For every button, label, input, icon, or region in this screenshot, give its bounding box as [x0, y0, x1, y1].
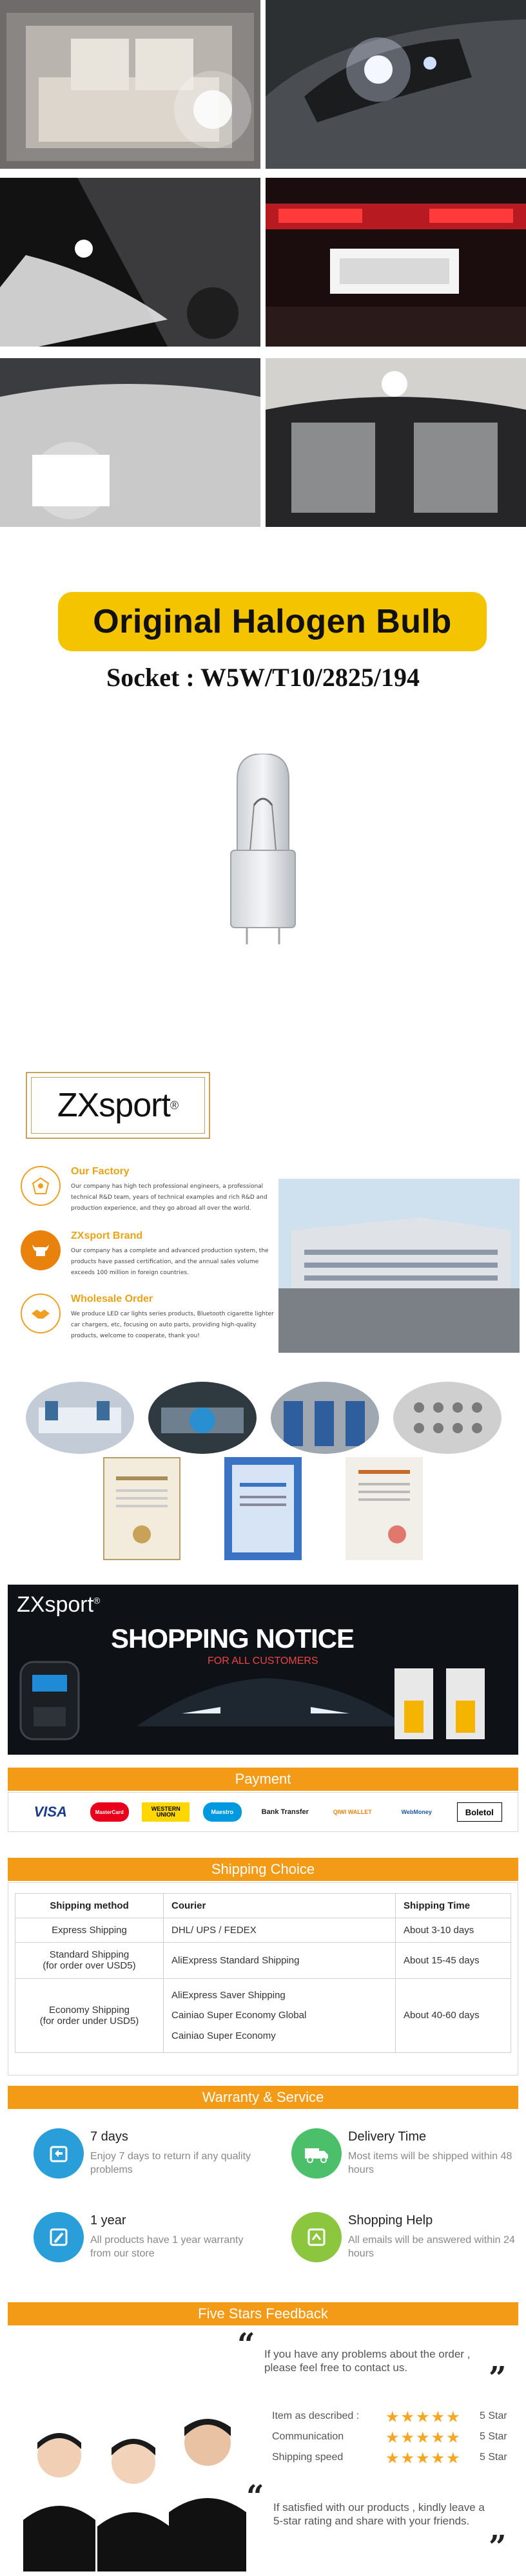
warranty-item-delivery — [291, 2123, 523, 2188]
warranty-title: Shopping Help — [348, 2213, 433, 2228]
handshake-icon — [21, 1293, 61, 1333]
photo-door-light — [0, 178, 260, 347]
factory-photo-workshop — [148, 1382, 257, 1454]
banner-logo — [17, 1592, 100, 1617]
brand-logo — [26, 1072, 210, 1139]
column-header: Shipping Time — [396, 1894, 511, 1918]
feedback-header: Five Stars Feedback — [8, 2302, 518, 2325]
shipping-table — [15, 1893, 511, 2053]
photo-interior-light — [266, 358, 526, 527]
shipping-panel — [8, 1882, 518, 2075]
shipping-courier: AliExpress Standard Shipping — [164, 1943, 396, 1979]
warranty-panel — [8, 2110, 518, 2291]
warranty-item-help — [291, 2207, 523, 2271]
table-row — [15, 1978, 511, 2053]
rating-label: Communication — [272, 2431, 344, 2442]
western-union-logo: WESTERN UNION — [142, 1802, 190, 1822]
warranty-title: 1 year — [90, 2213, 126, 2228]
banner-logo-text: ZXsport — [17, 1592, 94, 1617]
shipping-courier-list — [164, 1978, 396, 2053]
shipping-courier: Cainiao Super Economy Global — [171, 2010, 307, 2021]
shipping-method: Economy Shipping (for order under USD5) — [15, 1978, 164, 2053]
photo-trunk-light — [0, 0, 260, 169]
about-title: Our Factory — [71, 1166, 130, 1177]
warranty-item-year — [34, 2207, 266, 2271]
about-wholesale — [21, 1293, 274, 1351]
qiwi-logo: QIWI WALLET — [333, 1809, 372, 1815]
rating-value: 5 Star — [480, 2410, 507, 2421]
socket-spec: Socket : W5W/T10/2825/194 — [106, 663, 420, 692]
factory-photo-lab — [26, 1382, 134, 1454]
rating-value: 5 Star — [480, 2431, 507, 2442]
warranty-item-return — [34, 2123, 266, 2188]
boleto-logo: Boletol — [457, 1802, 502, 1822]
column-header: Shipping method — [15, 1894, 164, 1918]
payment-header: Payment — [8, 1768, 518, 1791]
warranty-header: Warranty & Service — [8, 2086, 518, 2109]
payment-panel — [8, 1792, 518, 1832]
about-body: We produce LED car lights series products, Bluetooth cigarette lighter car chargers, etc, focusing on auto parts, providing high-quality products, welcome to cooperate, thank you! — [71, 1311, 274, 1340]
warranty-title: Delivery Time — [348, 2130, 427, 2144]
photo-plate-light — [0, 358, 260, 527]
feedback-quote-bottom: If satisfied with our products , kindly leave a 5-star rating and share with your friends. — [273, 2501, 485, 2528]
photo-headlight — [266, 0, 526, 169]
factory-photo-warehouse — [271, 1382, 379, 1454]
about-factory — [21, 1166, 266, 1224]
shipping-method: Standard Shipping (for order over USD5) — [15, 1943, 164, 1979]
shipping-time: About 15-45 days — [396, 1943, 511, 1979]
certificate-compliance — [103, 1457, 180, 1560]
quote-close-icon: ” — [489, 2529, 507, 2565]
halogen-bulb-image — [211, 754, 315, 947]
bank-transfer-logo: Bank Transfer — [261, 1808, 309, 1816]
rating-row — [272, 2449, 511, 2467]
banner-subtitle: FOR ALL CUSTOMERS — [208, 1655, 318, 1666]
shipping-method: Express Shipping — [15, 1918, 164, 1943]
five-stars-icon: ★★★★★ — [385, 2429, 462, 2447]
five-stars-icon: ★★★★★ — [385, 2450, 462, 2467]
warranty-body: Enjoy 7 days to return if any quality problems — [90, 2151, 251, 2175]
rating-row — [272, 2428, 511, 2447]
shipping-courier: DHL/ UPS / FEDEX — [164, 1918, 396, 1943]
factory-photo-leds — [393, 1382, 502, 1454]
about-body: Our company has high tech professional engineers, a professional technical R&D team, years of technical examples and rich R&D and production experience, and they go abroad all over the world. — [71, 1183, 268, 1212]
shopping-notice-banner — [8, 1585, 518, 1755]
rating-label: Item as described : — [272, 2410, 360, 2421]
factory-building-image — [278, 1179, 520, 1353]
webmoney-logo: WebMoney — [401, 1809, 432, 1815]
certificate-test-report — [346, 1457, 423, 1560]
quote-close-icon: ” — [489, 2360, 507, 2396]
warranty-body: All products have 1 year warranty from our store — [90, 2235, 244, 2259]
quote-open-icon: “ — [237, 2327, 255, 2363]
maestro-logo: Maestro — [203, 1802, 242, 1822]
banner-title: SHOPPING NOTICE — [111, 1623, 355, 1654]
table-header-row — [15, 1894, 511, 1918]
customer-service-team-image — [14, 2365, 253, 2571]
banner-logo-mark: ® — [93, 1595, 101, 1606]
bull-icon — [21, 1230, 61, 1270]
column-header: Courier — [164, 1894, 396, 1918]
shipping-time: About 40-60 days — [396, 1978, 511, 2053]
rating-label: Shipping speed — [272, 2452, 344, 2463]
warranty-title: 7 days — [90, 2130, 128, 2144]
table-row — [15, 1918, 511, 1943]
about-brand — [21, 1230, 269, 1288]
certificate-ce — [224, 1457, 302, 1560]
feedback-quote-top: If you have any problems about the order , please feel free to contact us. — [264, 2348, 471, 2374]
delivery-truck-icon — [291, 2128, 342, 2179]
shipping-header: Shipping Choice — [8, 1858, 518, 1881]
logo-text: ZXsport — [57, 1087, 170, 1124]
help-icon — [291, 2212, 342, 2262]
logo-registered-mark: ® — [170, 1098, 179, 1112]
mastercard-logo: MasterCard — [90, 1802, 129, 1822]
payment-methods — [8, 1793, 518, 1831]
photo-license-light — [266, 178, 526, 347]
about-title: Wholesale Order — [71, 1293, 153, 1304]
visa-logo: VISA — [34, 1804, 67, 1820]
return-icon — [34, 2128, 84, 2179]
shipping-courier: Cainiao Super Economy — [171, 2030, 276, 2041]
warranty-body: Most items will be shipped within 48 hours — [348, 2151, 512, 2175]
rating-value: 5 Star — [480, 2452, 507, 2463]
feedback-panel — [8, 2327, 518, 2571]
rating-row — [272, 2408, 511, 2426]
product-title-banner: Original Halogen Bulb — [58, 592, 487, 651]
table-row — [15, 1943, 511, 1979]
factory-icon — [21, 1166, 61, 1206]
shipping-time: About 3-10 days — [396, 1918, 511, 1943]
quote-open-icon: “ — [246, 2479, 264, 2515]
wrench-icon — [34, 2212, 84, 2262]
five-stars-icon: ★★★★★ — [385, 2409, 462, 2426]
about-title: ZXsport Brand — [71, 1230, 143, 1241]
shipping-courier: AliExpress Saver Shipping — [171, 1989, 286, 2001]
warranty-body: All emails will be answered within 24 hours — [348, 2235, 515, 2259]
about-body: Our company has a complete and advanced production system, the products have passed certification, and the annual sales volume exceeds 100 million in foreign countries. — [71, 1248, 269, 1277]
